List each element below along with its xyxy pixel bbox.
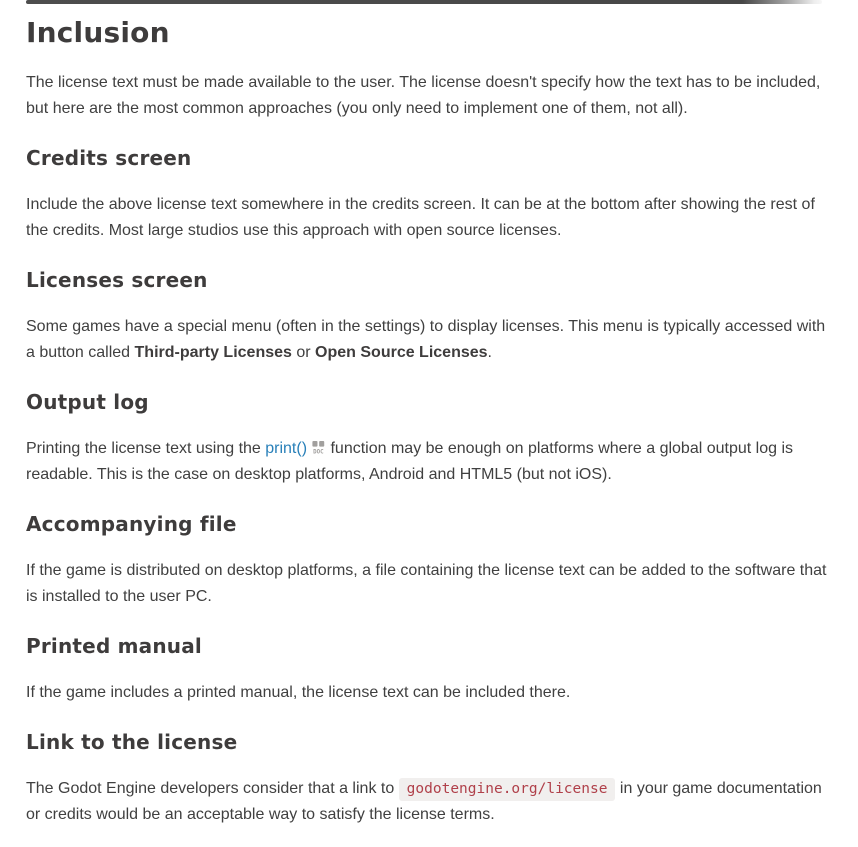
section-heading-licenses-screen: Licenses screen (26, 268, 208, 292)
section-heading-output-log: Output log (26, 390, 149, 414)
article-content (0, 16, 858, 828)
third-party-licenses-label: Third-party Licenses (134, 344, 292, 361)
intro-paragraph: The license text must be made available to the user. The license doesn't specify how the text has to be included, but here are the most common approaches (you only need to implement one of them, not all). (26, 74, 821, 117)
svg-text:DOC: DOC (313, 449, 324, 455)
licenses-text-1: Some games have a special menu (often in the settings) to display licenses. This menu is typically accessed with a button called (26, 318, 826, 361)
horizontal-scrollbar-thumb[interactable] (26, 0, 822, 4)
section-heading-credits-screen: Credits screen (26, 146, 192, 170)
open-source-licenses-label: Open Source Licenses (315, 344, 488, 361)
doc-badge-icon (311, 440, 326, 455)
accompanying-file-paragraph: If the game is distributed on desktop platforms, a file containing the license text can be added to the software that is installed to the user PC. (26, 562, 827, 605)
link-license-text-1: The Godot Engine developers consider that a link to (26, 780, 399, 797)
output-log-text-2: function may be enough on platforms where a global output log is readable. This is the case on desktop platforms, Android and HTML5 (but not iOS). (26, 440, 793, 483)
licenses-screen-paragraph (26, 314, 834, 366)
link-license-text-2: in your game documentation or credits would be an acceptable way to satisfy the license terms. (26, 780, 822, 823)
credits-screen-paragraph: Include the above license text somewhere in the credits screen. It can be at the bottom after showing the rest of the credits. Most large studios use this approach with open source licenses. (26, 196, 815, 239)
printed-manual-paragraph: If the game includes a printed manual, the license text can be included there. (26, 684, 571, 701)
licenses-text-3: . (487, 344, 492, 361)
godotengine-license-url-code: godotengine.org/license (399, 778, 616, 801)
print-function-link[interactable]: print() (265, 440, 308, 457)
page-title: Inclusion (26, 16, 170, 49)
section-heading-accompanying-file: Accompanying file (26, 512, 237, 536)
output-log-text-1: Printing the license text using the (26, 440, 266, 457)
section-heading-link-to-license: Link to the license (26, 730, 238, 754)
link-to-license-paragraph (26, 776, 834, 828)
licenses-text-2: or (291, 344, 316, 361)
section-heading-printed-manual: Printed manual (26, 634, 202, 658)
output-log-paragraph (26, 436, 834, 488)
